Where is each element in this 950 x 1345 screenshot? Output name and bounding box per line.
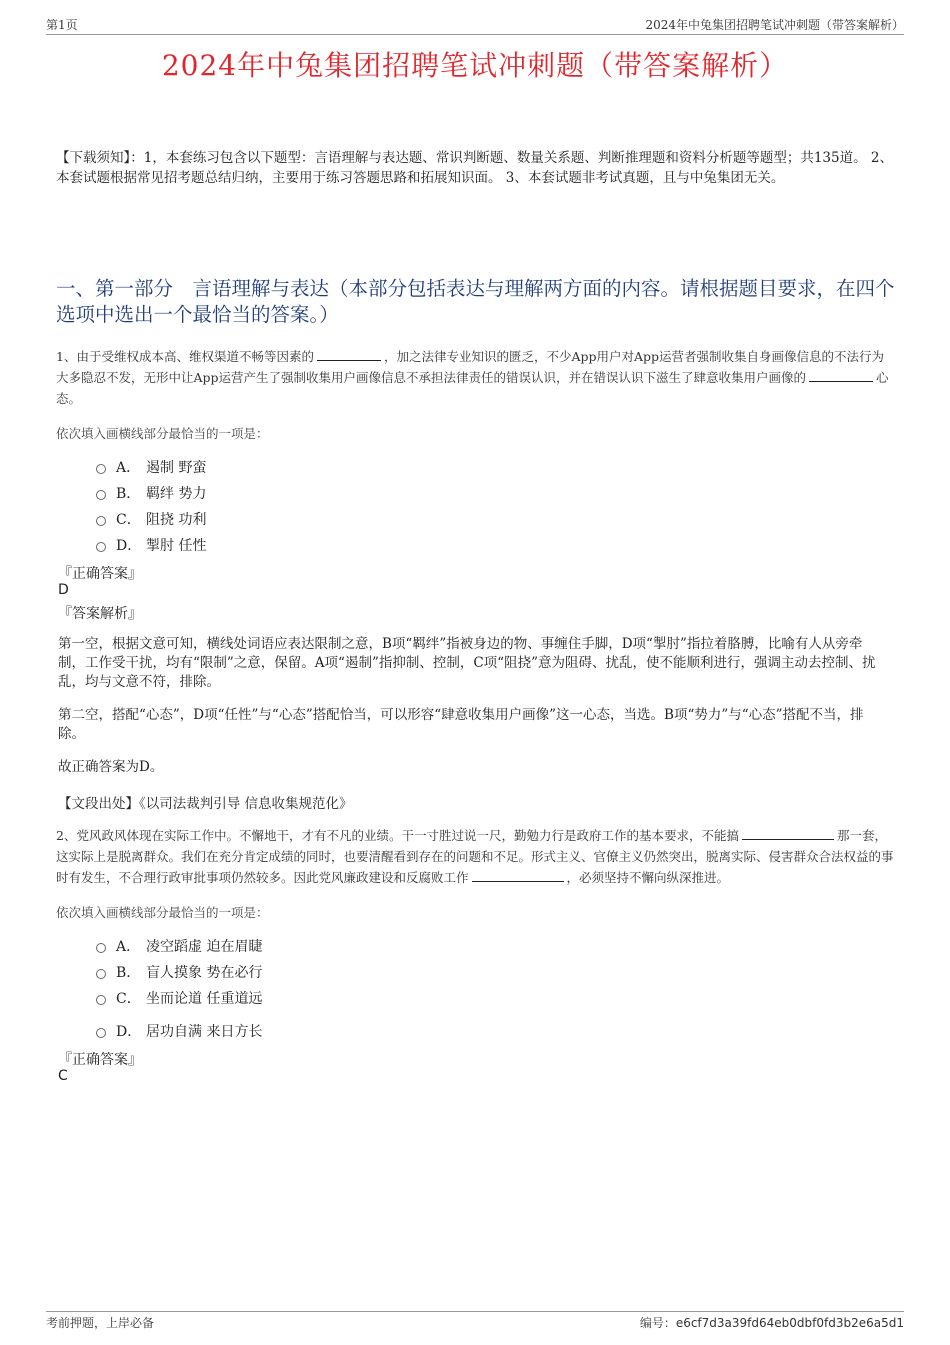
option-letter: D． [116, 1024, 142, 1040]
question-2-option-a[interactable] [96, 936, 262, 956]
question-2-answer-label: 『正确答案』 [58, 1052, 142, 1068]
answer-blank [472, 868, 564, 882]
question-1-part-a: 1、由于受维权成本高、维权渠道不畅等因素的 [56, 349, 314, 364]
option-text: 坐而论道 任重道远 [146, 991, 263, 1007]
radio-icon[interactable] [96, 995, 106, 1005]
answer-blank [317, 347, 381, 361]
option-letter: C． [116, 512, 141, 528]
question-2-option-d[interactable] [96, 1021, 262, 1041]
question-1-option-a[interactable] [96, 457, 206, 477]
question-1-part-c: 心态。 [56, 370, 889, 406]
option-letter: C． [116, 991, 141, 1007]
option-letter: A． [116, 939, 141, 955]
answer-blank [809, 368, 873, 382]
question-2-option-b[interactable] [96, 962, 262, 982]
question-1-text [56, 346, 896, 409]
option-text: 遏制 野蛮 [146, 460, 207, 476]
radio-icon[interactable] [96, 969, 106, 979]
radio-icon[interactable] [96, 516, 106, 526]
question-1-analysis-para-2: 第二空，搭配“心态”，D项“任性”与“心态”搭配恰当，可以形容“肆意收集用户画像”这一心态，当选。B项“势力”与“心态”搭配不当，排除。 [58, 707, 864, 742]
question-2-option-c[interactable] [96, 988, 262, 1008]
question-1-analysis-label: 『答案解析』 [58, 606, 142, 622]
page-header [46, 16, 904, 35]
option-text: 凌空蹈虚 迫在眉睫 [146, 939, 263, 955]
question-1-option-b[interactable] [96, 483, 206, 503]
question-2-answer: C [58, 1068, 68, 1084]
question-2-part-a: 2、党风政风体现在实际工作中。不懈地干，才有不凡的业绩。干一寸胜过说一尺，勤勉力行是政府工作的基本要求，不能搞 [56, 828, 739, 843]
option-letter: A． [116, 460, 141, 476]
radio-icon[interactable] [96, 490, 106, 500]
question-2-prompt: 依次填入画横线部分最恰当的一项是： [56, 905, 269, 920]
footer-doc-id: 编号：e6cf7d3a39fd64eb0dbf0fd3b2e6a5d1 [639, 1316, 904, 1330]
question-1-part-b: ，加之法律专业知识的匮乏，不少App用户对App运营者强制收集自身画像信息的不法行为大多隐忍不发，无形中让App运营产生了强制收集用户画像信息不承担法律责任的错误认识，并在错误认识下滋生了肆意收集用户画像的 [56, 349, 885, 385]
answer-blank [742, 826, 834, 840]
question-1-answer: D [58, 582, 69, 598]
question-2-text [56, 825, 896, 888]
option-letter: D． [116, 538, 142, 554]
radio-icon[interactable] [96, 1028, 106, 1038]
option-text: 羁绊 势力 [146, 486, 207, 502]
question-1-analysis-para-1: 第一空，根据文意可知，横线处词语应表达限制之意，B项“羁绊”指被身边的物、事缠住手脚，D项“掣肘”指拉着胳膊，比喻有人从旁牵制，工作受干扰，均有“限制”之意，保留。A项“遏制”指抑制、控制，C项“阻挠”意为阻碍、扰乱，使不能顺利进行，强调主动去控制、扰乱，均与文意不符，排除。 [58, 636, 876, 690]
question-1-option-d[interactable] [96, 535, 206, 555]
question-1-prompt: 依次填入画横线部分最恰当的一项是： [56, 426, 269, 441]
question-2-part-c: ，必须坚持不懈向纵深推进。 [566, 870, 730, 885]
download-notice: 【下载须知】：1，本套练习包含以下题型：言语理解与表达题、常识判断题、数量关系题、判断推理题和资料分析题等题型；共135道。 2、本套试题根据常见招考题总结归纳，主要用于练习答题思路和拓展知识面。 3、本套试题非考试真题，且与中兔集团无关。 [56, 150, 893, 186]
page-number: 第1页 [46, 18, 78, 32]
option-text: 阻挠 功利 [146, 512, 207, 528]
option-text: 掣肘 任性 [146, 538, 207, 554]
footer-slogan: 考前押题，上岸必备 [46, 1316, 155, 1330]
header-doc-title: 2024年中兔集团招聘笔试冲刺题（带答案解析） [645, 18, 904, 32]
question-2-part-b: 那一套，这实际上是脱离群众。我们在充分肯定成绩的同时，也要清醒看到存在的问题和不足。形式主义、官僚主义仍然突出，脱离实际、侵害群众合法权益的事时有发生，不合理行政审批事项仍然较多。因此党风廉政建设和反腐败工作 [56, 828, 894, 885]
option-letter: B． [116, 965, 141, 981]
radio-icon[interactable] [96, 464, 106, 474]
radio-icon[interactable] [96, 542, 106, 552]
question-1-analysis-para-3: 故正确答案为D。 [58, 759, 164, 775]
radio-icon[interactable] [96, 943, 106, 953]
option-text: 盲人摸象 势在必行 [146, 965, 263, 981]
page-footer [46, 1311, 904, 1332]
document-title: 2024年中兔集团招聘笔试冲刺题（带答案解析） [161, 49, 789, 82]
question-1-option-c[interactable] [96, 509, 206, 529]
question-1-answer-label: 『正确答案』 [58, 566, 142, 582]
option-text: 居功自满 来日方长 [146, 1024, 263, 1040]
question-1-source: 【文段出处】《以司法裁判引导 信息收集规范化》 [58, 796, 353, 812]
option-letter: B． [116, 486, 141, 502]
section-heading: 一、第一部分 言语理解与表达（本部分包括表达与理解两方面的内容。请根据题目要求，在四个选项中选出一个最恰当的答案。） [56, 277, 895, 326]
